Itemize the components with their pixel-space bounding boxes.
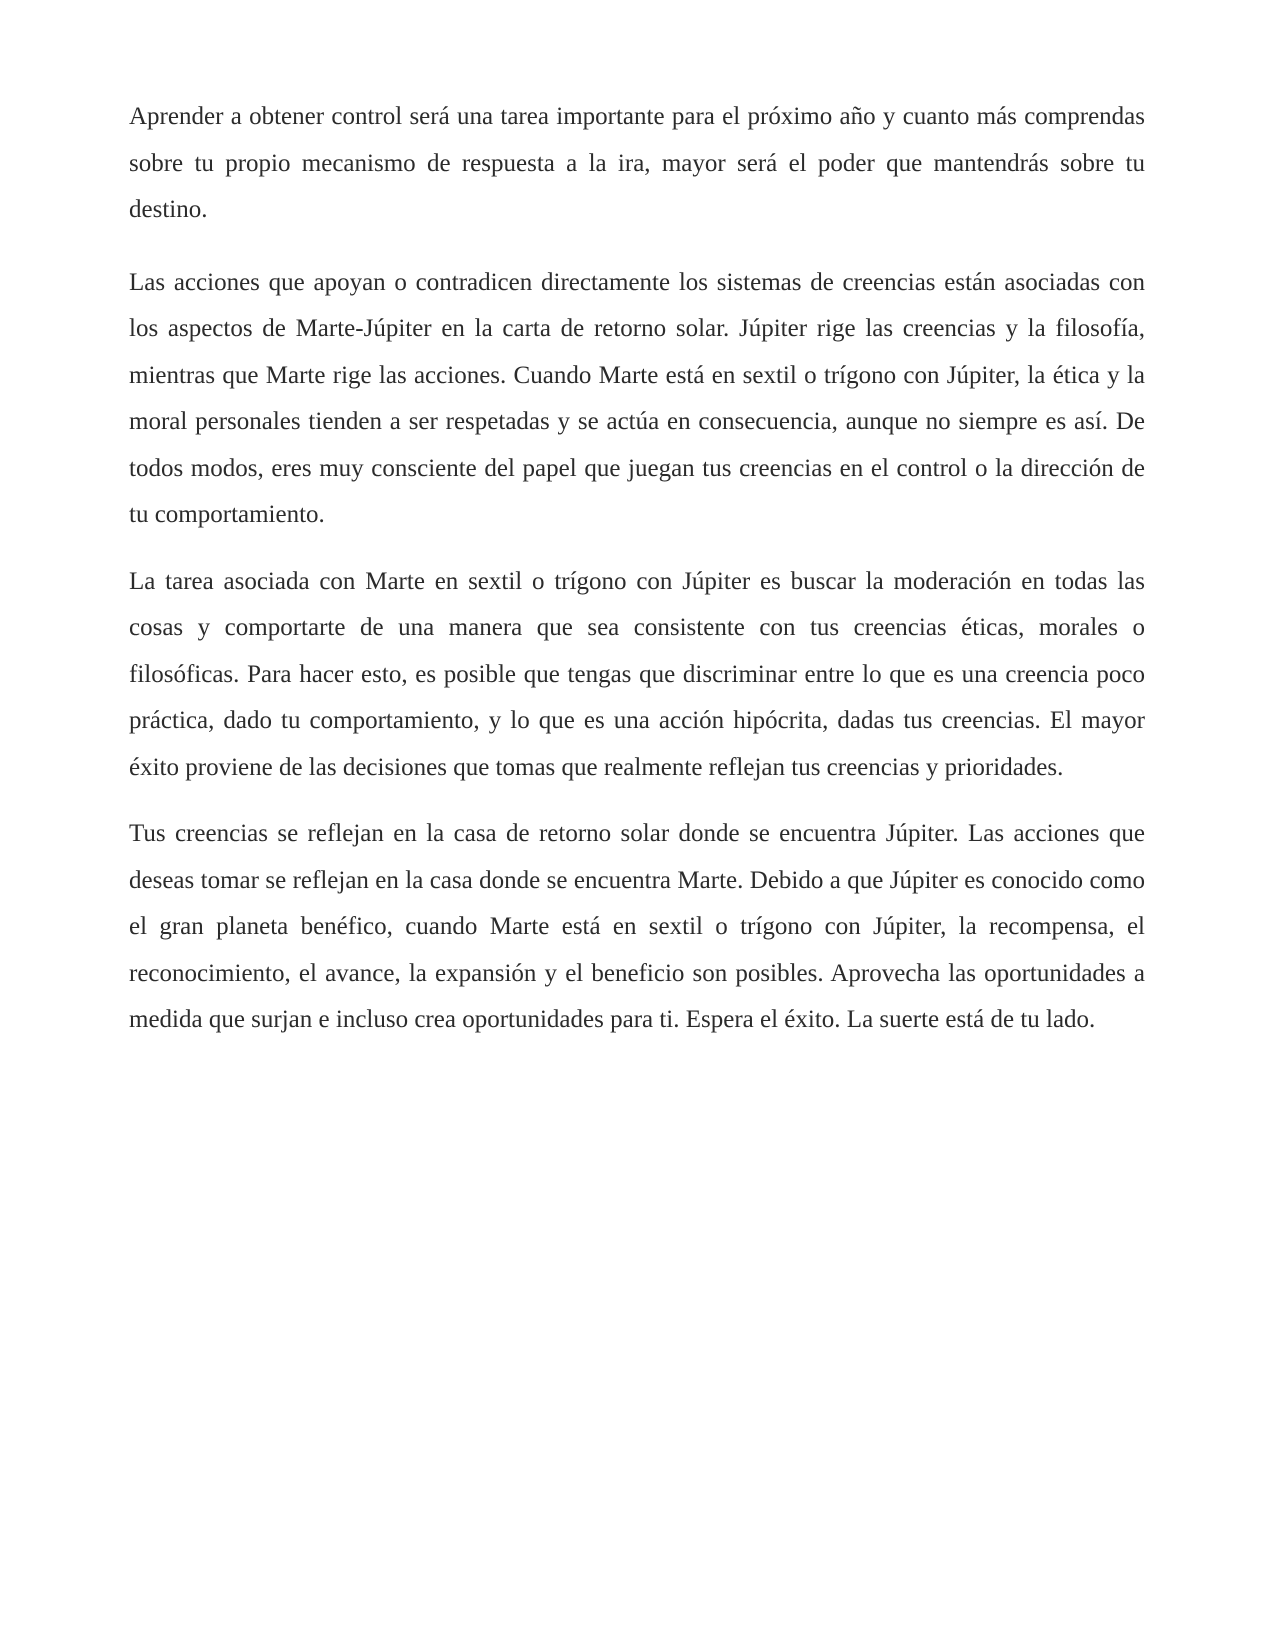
paragraph-anger-control: Aprender a obtener control será una tarea importante para el próximo año y cuanto más comprendas sobre tu propio mecanismo de respuesta a la ira, mayor será el poder que mantendrás sobre tu destino. — [129, 103, 1145, 223]
paragraph-moderation-task: La tarea asociada con Marte en sextil o trígono con Júpiter es buscar la moderación en todas las cosas y comportarte de una manera que sea consistente con tus creencias éticas, morales o filosóficas. Para hacer esto, es posible que tengas que discriminar entre lo que es una creencia poco práctica, dado tu comportamiento, y lo que es una acción hipócrita, dadas tus creencias. El mayor éxito proviene de las decisiones que tomas que realmente reflejan tus creencias y prioridades. — [129, 567, 1145, 781]
paragraph-mars-jupiter-aspects: Las acciones que apoyan o contradicen directamente los sistemas de creencias están asociadas con los aspectos de Marte-Júpiter en la carta de retorno solar. Júpiter rige las creencias y la filosofía, mientras que Marte rige las acciones. Cuando Marte está en sextil o trígono con Júpiter, la ética y la moral personales tienden a ser respetadas y se actúa en consecuencia, aunque no siempre es así. De todos modos, eres muy consciente del papel que juegan tus creencias en el control o la dirección de tu comportamiento. — [129, 268, 1145, 528]
paragraph-beliefs-houses: Tus creencias se reflejan en la casa de retorno solar donde se encuentra Júpiter. Las acciones que deseas tomar se reflejan en la casa donde se encuentra Marte. Debido a que Júpiter es conocido como el gran planeta benéfico, cuando Marte está en sextil o trígono con Júpiter, la recompensa, el reconocimiento, el avance, la expansión y el beneficio son posibles. Aprovecha las oportunidades a medida que surjan e incluso crea oportunidades para ti. Espera el éxito. La suerte está de tu lado. — [129, 820, 1145, 1033]
document-body — [129, 94, 1145, 1044]
